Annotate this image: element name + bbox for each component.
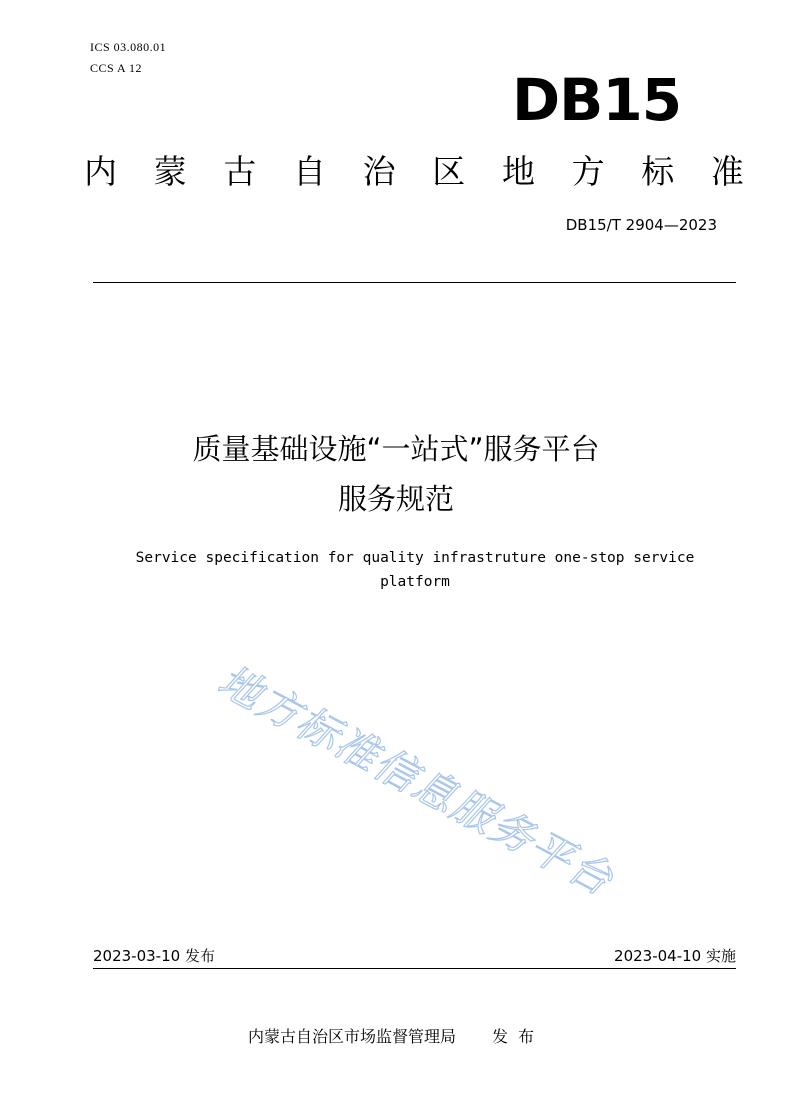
watermark-text: 地方标准信息服务平台 <box>210 655 622 906</box>
standard-type-char: 蒙 <box>153 152 187 191</box>
standard-type-char: 准 <box>710 152 744 191</box>
ccs-code: CCS A 12 <box>90 61 143 75</box>
standard-type-char: 自 <box>292 152 326 191</box>
standard-type-char: 方 <box>571 152 605 191</box>
header-divider <box>93 282 736 283</box>
publish-date: 2023-03-10 发布 <box>93 947 215 965</box>
english-title <box>100 546 730 594</box>
standard-type-char: 治 <box>362 152 396 191</box>
english-title-line-2: platform <box>380 574 450 590</box>
ics-code: ICS 03.080.01 <box>90 40 167 54</box>
issuer-organization: 内蒙古自治区市场监督管理局 <box>247 1027 456 1046</box>
chinese-title-line-1: 质量基础设施“一站式”服务平台 <box>192 432 600 466</box>
db15-logo: DB15 <box>512 66 682 134</box>
standard-number: DB15/T 2904—2023 <box>565 216 717 234</box>
issuer-line <box>0 1024 792 1047</box>
footer-divider <box>93 968 736 969</box>
issuer-verb: 发布 <box>492 1027 545 1046</box>
standard-type-heading <box>84 150 744 194</box>
standard-type-char: 标 <box>641 152 675 191</box>
english-title-line-1: Service specification for quality infrastruture one-stop service <box>135 550 695 566</box>
watermark <box>195 650 675 950</box>
standard-type-char: 地 <box>501 152 535 191</box>
standard-type-char: 区 <box>432 152 466 191</box>
standard-type-char: 内 <box>84 152 117 191</box>
chinese-title-line-2: 服务规范 <box>337 482 454 516</box>
standard-type-char: 古 <box>223 152 257 191</box>
implement-date: 2023-04-10 实施 <box>614 947 736 965</box>
